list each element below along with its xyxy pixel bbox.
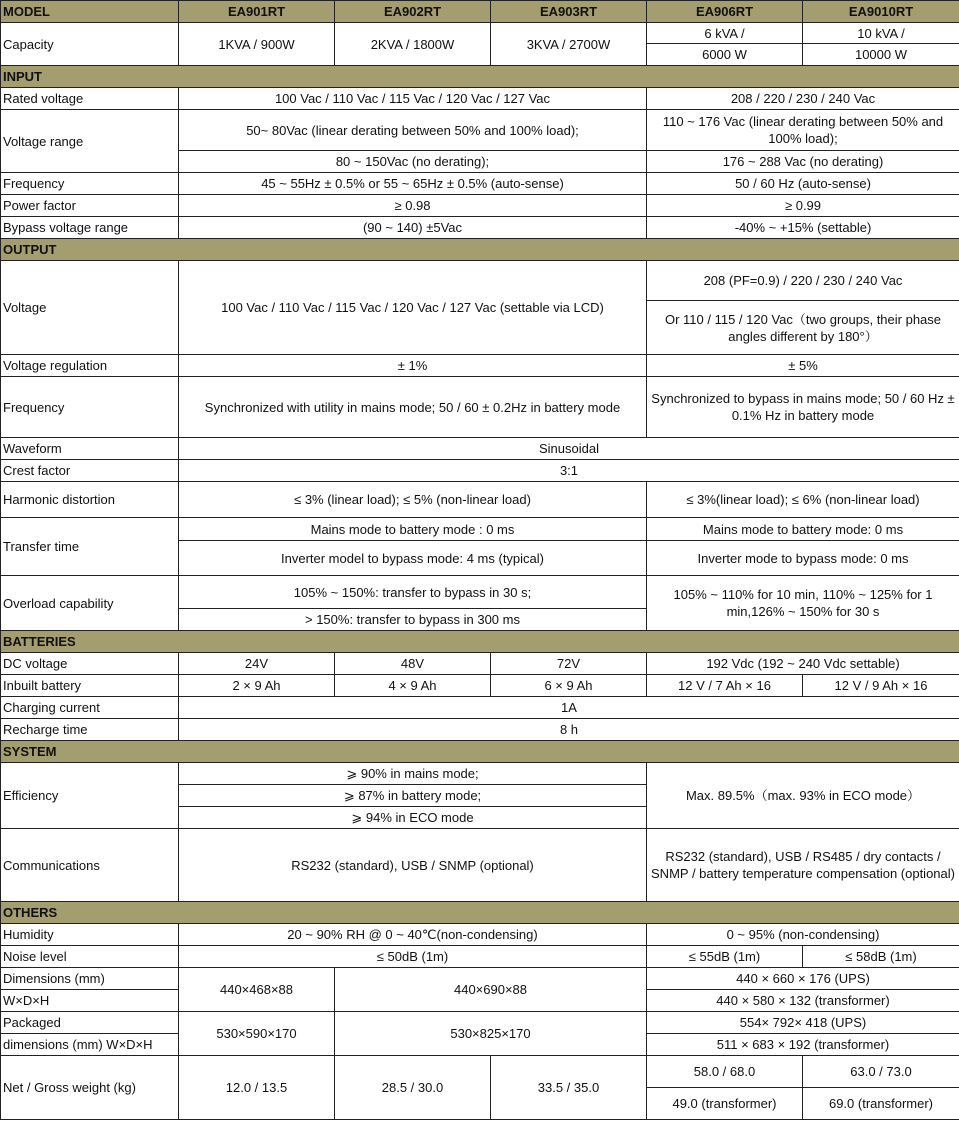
- efficiency-low-1: ⩾ 90% in mains mode;: [179, 763, 647, 785]
- rated-voltage-row: [1, 88, 959, 110]
- voltage-range-label: Voltage range: [1, 110, 179, 173]
- model-label: MODEL: [1, 1, 179, 23]
- rated-voltage-high: 208 / 220 / 230 / 240 Vac: [647, 88, 959, 110]
- input-frequency-high: 50 / 60 Hz (auto-sense): [647, 173, 959, 195]
- harmonic-label: Harmonic distortion: [1, 482, 179, 518]
- capacity-ea906-top: 6 kVA /: [647, 23, 803, 44]
- rated-voltage-label: Rated voltage: [1, 88, 179, 110]
- crest-factor-label: Crest factor: [1, 460, 179, 482]
- rated-voltage-low: 100 Vac / 110 Vac / 115 Vac / 120 Vac / 127 Vac: [179, 88, 647, 110]
- voltage-regulation-high: ± 5%: [647, 355, 959, 377]
- weight-label: Net / Gross weight (kg): [1, 1056, 179, 1120]
- harmonic-row: [1, 482, 959, 518]
- voltage-range-low-1: 50~ 80Vac (linear derating between 50% and 100% load);: [179, 110, 647, 151]
- model-ea9010rt: EA9010RT: [803, 1, 959, 23]
- voltage-range-row: [1, 110, 959, 151]
- efficiency-label: Efficiency: [1, 763, 179, 829]
- output-voltage-low: 100 Vac / 110 Vac / 115 Vac / 120 Vac / 127 Vac (settable via LCD): [179, 261, 647, 355]
- dimensions-ea902-ea903: 440×690×88: [335, 968, 647, 1012]
- communications-high: RS232 (standard), USB / RS485 / dry contacts / SNMP / battery temperature compensation (optional): [647, 829, 959, 902]
- weight-ea9010-1: 63.0 / 73.0: [803, 1056, 959, 1088]
- weight-ea9010-2: 69.0 (transformer): [803, 1088, 959, 1120]
- harmonic-high: ≤ 3%(linear load); ≤ 6% (non-linear load): [647, 482, 959, 518]
- communications-low: RS232 (standard), USB / SNMP (optional): [179, 829, 647, 902]
- transfer-low-2: Inverter model to bypass mode: 4 ms (typical): [179, 541, 647, 576]
- overload-row: [1, 576, 959, 609]
- input-frequency-label: Frequency: [1, 173, 179, 195]
- output-voltage-high-1: 208 (PF=0.9) / 220 / 230 / 240 Vac: [647, 261, 959, 301]
- dimensions-label-1: Dimensions (mm): [1, 968, 179, 990]
- input-frequency-row: [1, 173, 959, 195]
- model-ea906rt: EA906RT: [647, 1, 803, 23]
- efficiency-row: [1, 763, 959, 785]
- voltage-regulation-row: [1, 355, 959, 377]
- batteries-section-header: [1, 631, 959, 653]
- inbuilt-battery-label: Inbuilt battery: [1, 675, 179, 697]
- communications-row: [1, 829, 959, 902]
- noise-ea906: ≤ 55dB (1m): [647, 946, 803, 968]
- dc-voltage-row: [1, 653, 959, 675]
- capacity-ea903: 3KVA / 2700W: [491, 23, 647, 66]
- waveform-row: [1, 438, 959, 460]
- efficiency-high: Max. 89.5%（max. 93% in ECO mode）: [647, 763, 959, 829]
- power-factor-low: ≥ 0.98: [179, 195, 647, 217]
- waveform-label: Waveform: [1, 438, 179, 460]
- crest-factor-value: 3:1: [179, 460, 959, 482]
- dc-voltage-high: 192 Vdc (192 ~ 240 Vdc settable): [647, 653, 959, 675]
- model-ea903rt: EA903RT: [491, 1, 647, 23]
- harmonic-low: ≤ 3% (linear load); ≤ 5% (non-linear load): [179, 482, 647, 518]
- inbuilt-battery-ea902: 4 × 9 Ah: [335, 675, 491, 697]
- noise-ea9010: ≤ 58dB (1m): [803, 946, 959, 968]
- bypass-range-low: (90 ~ 140) ±5Vac: [179, 217, 647, 239]
- input-section-header: [1, 66, 959, 88]
- dc-voltage-ea903: 72V: [491, 653, 647, 675]
- packaged-ea902-ea903: 530×825×170: [335, 1012, 647, 1056]
- bypass-range-row: [1, 217, 959, 239]
- dimensions-row: [1, 968, 959, 990]
- dimensions-label-2: W×D×H: [1, 990, 179, 1012]
- output-section-header: [1, 239, 959, 261]
- waveform-value: Sinusoidal: [179, 438, 959, 460]
- inbuilt-battery-ea903: 6 × 9 Ah: [491, 675, 647, 697]
- recharge-time-row: [1, 719, 959, 741]
- inbuilt-battery-ea906: 12 V / 7 Ah × 16: [647, 675, 803, 697]
- charging-current-value: 1A: [179, 697, 959, 719]
- output-voltage-high-2: Or 110 / 115 / 120 Vac（two groups, their phase angles different by 180°）: [647, 301, 959, 355]
- others-title: OTHERS: [1, 902, 959, 924]
- bypass-range-high: -40% ~ +15% (settable): [647, 217, 959, 239]
- communications-label: Communications: [1, 829, 179, 902]
- system-title: SYSTEM: [1, 741, 959, 763]
- output-title: OUTPUT: [1, 239, 959, 261]
- transfer-low-1: Mains mode to battery mode : 0 ms: [179, 518, 647, 541]
- weight-row: [1, 1056, 959, 1088]
- output-voltage-row: [1, 261, 959, 301]
- input-title: INPUT: [1, 66, 959, 88]
- dimensions-ea901: 440×468×88: [179, 968, 335, 1012]
- capacity-ea901: 1KVA / 900W: [179, 23, 335, 66]
- overload-low-1: 105% ~ 150%: transfer to bypass in 30 s;: [179, 576, 647, 609]
- weight-ea903: 33.5 / 35.0: [491, 1056, 647, 1120]
- dimensions-high-1: 440 × 660 × 176 (UPS): [647, 968, 959, 990]
- capacity-ea9010-bottom: 10000 W: [803, 44, 959, 66]
- input-frequency-low: 45 ~ 55Hz ± 0.5% or 55 ~ 65Hz ± 0.5% (auto-sense): [179, 173, 647, 195]
- batteries-title: BATTERIES: [1, 631, 959, 653]
- efficiency-low-2: ⩾ 87% in battery mode;: [179, 785, 647, 807]
- weight-ea906-1: 58.0 / 68.0: [647, 1056, 803, 1088]
- noise-low: ≤ 50dB (1m): [179, 946, 647, 968]
- voltage-regulation-low: ± 1%: [179, 355, 647, 377]
- packaged-ea901: 530×590×170: [179, 1012, 335, 1056]
- packaged-label-2: dimensions (mm) W×D×H: [1, 1034, 179, 1056]
- overload-label: Overload capability: [1, 576, 179, 631]
- recharge-time-label: Recharge time: [1, 719, 179, 741]
- inbuilt-battery-ea901: 2 × 9 Ah: [179, 675, 335, 697]
- system-section-header: [1, 741, 959, 763]
- voltage-range-high-1: 110 ~ 176 Vac (linear derating between 50% and 100% load);: [647, 110, 959, 151]
- inbuilt-battery-row: [1, 675, 959, 697]
- dimensions-high-2: 440 × 580 × 132 (transformer): [647, 990, 959, 1012]
- output-voltage-label: Voltage: [1, 261, 179, 355]
- charging-current-row: [1, 697, 959, 719]
- power-factor-row: [1, 195, 959, 217]
- capacity-row: [1, 23, 959, 44]
- packaged-high-2: 511 × 683 × 192 (transformer): [647, 1034, 959, 1056]
- model-ea902rt: EA902RT: [335, 1, 491, 23]
- packaged-label-1: Packaged: [1, 1012, 179, 1034]
- noise-label: Noise level: [1, 946, 179, 968]
- transfer-high-1: Mains mode to battery mode: 0 ms: [647, 518, 959, 541]
- power-factor-high: ≥ 0.99: [647, 195, 959, 217]
- capacity-ea9010-top: 10 kVA /: [803, 23, 959, 44]
- crest-factor-row: [1, 460, 959, 482]
- packaged-row: [1, 1012, 959, 1034]
- model-header-row: [1, 1, 959, 23]
- output-frequency-low: Synchronized with utility in mains mode; 50 / 60 ± 0.2Hz in battery mode: [179, 377, 647, 438]
- dc-voltage-ea902: 48V: [335, 653, 491, 675]
- output-frequency-label: Frequency: [1, 377, 179, 438]
- output-frequency-high: Synchronized to bypass in mains mode; 50 / 60 Hz ± 0.1% Hz in battery mode: [647, 377, 959, 438]
- weight-ea901: 12.0 / 13.5: [179, 1056, 335, 1120]
- weight-ea902: 28.5 / 30.0: [335, 1056, 491, 1120]
- weight-ea906-2: 49.0 (transformer): [647, 1088, 803, 1120]
- capacity-ea906-bottom: 6000 W: [647, 44, 803, 66]
- transfer-row: [1, 518, 959, 541]
- packaged-high-1: 554× 792× 418 (UPS): [647, 1012, 959, 1034]
- dc-voltage-label: DC voltage: [1, 653, 179, 675]
- transfer-high-2: Inverter mode to bypass mode: 0 ms: [647, 541, 959, 576]
- others-section-header: [1, 902, 959, 924]
- capacity-label: Capacity: [1, 23, 179, 66]
- model-ea901rt: EA901RT: [179, 1, 335, 23]
- humidity-row: [1, 924, 959, 946]
- overload-low-2: > 150%: transfer to bypass in 300 ms: [179, 609, 647, 631]
- capacity-ea902: 2KVA / 1800W: [335, 23, 491, 66]
- humidity-low: 20 ~ 90% RH @ 0 ~ 40℃(non-condensing): [179, 924, 647, 946]
- inbuilt-battery-ea9010: 12 V / 9 Ah × 16: [803, 675, 959, 697]
- power-factor-label: Power factor: [1, 195, 179, 217]
- dc-voltage-ea901: 24V: [179, 653, 335, 675]
- overload-high: 105% ~ 110% for 10 min, 110% ~ 125% for 1 min,126% ~ 150% for 30 s: [647, 576, 959, 631]
- humidity-label: Humidity: [1, 924, 179, 946]
- bypass-range-label: Bypass voltage range: [1, 217, 179, 239]
- efficiency-low-3: ⩾ 94% in ECO mode: [179, 807, 647, 829]
- transfer-label: Transfer time: [1, 518, 179, 576]
- output-frequency-row: [1, 377, 959, 438]
- humidity-high: 0 ~ 95% (non-condensing): [647, 924, 959, 946]
- recharge-time-value: 8 h: [179, 719, 959, 741]
- charging-current-label: Charging current: [1, 697, 179, 719]
- voltage-regulation-label: Voltage regulation: [1, 355, 179, 377]
- voltage-range-low-2: 80 ~ 150Vac (no derating);: [179, 151, 647, 173]
- voltage-range-high-2: 176 ~ 288 Vac (no derating): [647, 151, 959, 173]
- noise-row: [1, 946, 959, 968]
